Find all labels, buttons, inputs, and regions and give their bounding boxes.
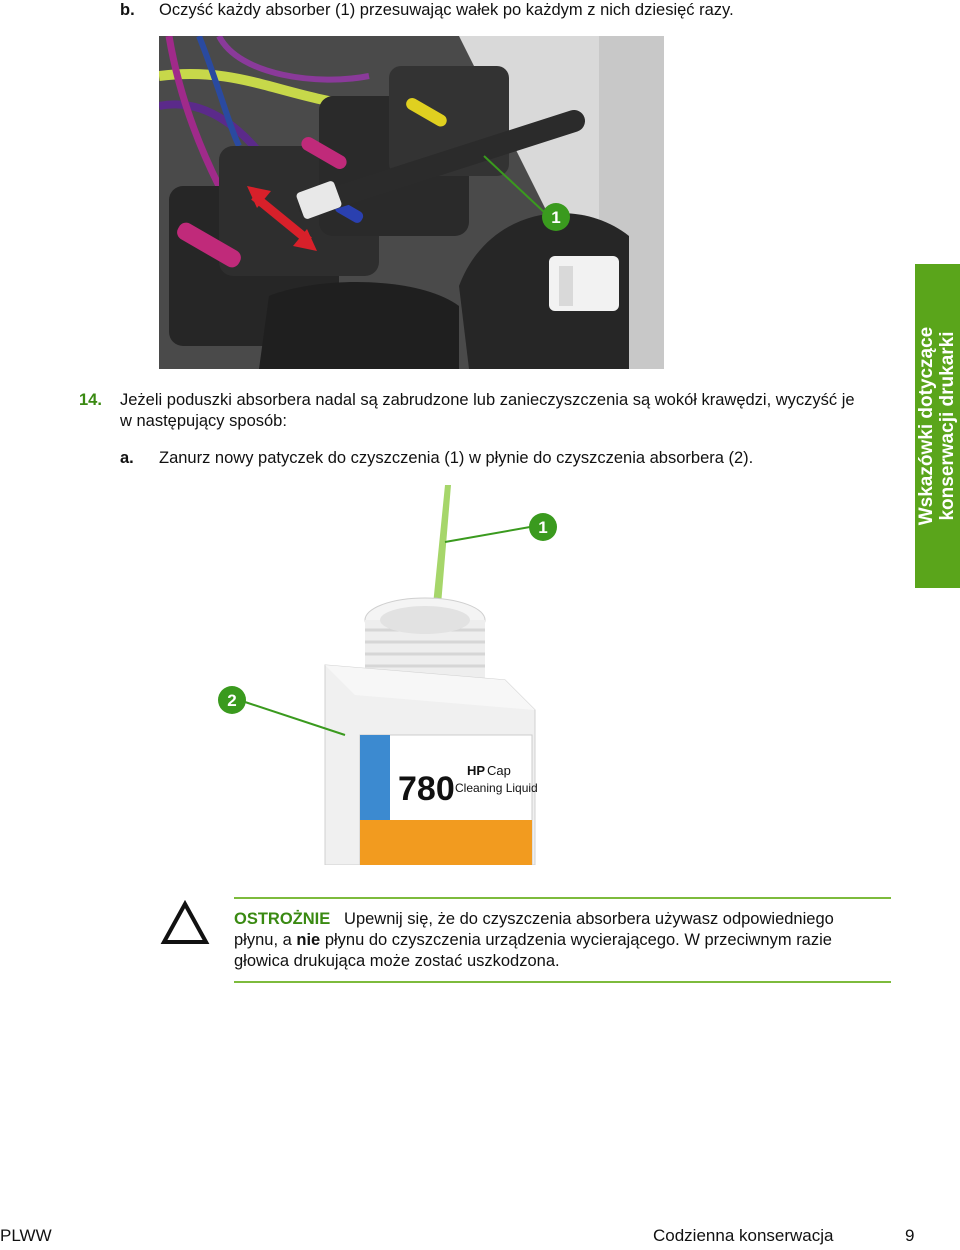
step-14-line2: w następujący sposób:	[120, 412, 287, 430]
caution-line1-text: Upewnij się, że do czyszczenia absorbera używasz odpowiedniego	[344, 910, 834, 928]
side-tab-line2: konserwacji drukarki	[937, 331, 958, 521]
footer-section: Codzienna konserwacja	[653, 1226, 834, 1245]
side-tab-line1: Wskazówki dotyczące	[916, 326, 937, 526]
cleaning-liquid-drawing	[205, 480, 565, 865]
footer-left: PLWW	[0, 1226, 52, 1245]
caution-bottom-rule	[234, 981, 891, 983]
step-14-line1: Jeżeli poduszki absorbera nadal są zabrudzone lub zanieczyszczenia są wokół krawędzi, wyczyść je	[120, 391, 855, 409]
step-b-text: Oczyść każdy absorber (1) przesuwając wałek po każdym z nich dziesięć razy.	[159, 1, 734, 19]
step-b-marker: b.	[120, 1, 135, 19]
label-cap: Cap	[487, 763, 511, 778]
figure2-callout-1: 1	[538, 518, 548, 537]
service-station-drawing	[159, 36, 664, 369]
cleaning-liquid-illustration	[205, 480, 565, 865]
figure1-callout-1: 1	[551, 208, 561, 227]
step-14-text	[120, 390, 900, 432]
side-tab	[915, 264, 960, 588]
caution-text	[234, 909, 894, 972]
label-780: 780	[398, 770, 455, 808]
caution-line2-bold: nie	[296, 931, 321, 949]
caution-line1	[234, 909, 894, 930]
service-station-illustration	[159, 36, 664, 369]
caution-label: OSTROŻNIE	[234, 910, 331, 928]
caution-line2-before: płynu, a	[234, 931, 292, 949]
step-a-marker: a.	[120, 449, 134, 467]
figure2-callout-2: 2	[227, 691, 237, 710]
warning-icon	[160, 900, 210, 946]
side-tab-label	[916, 266, 958, 586]
step-14-number: 14.	[79, 391, 102, 409]
step-b	[120, 0, 135, 21]
caution-top-rule	[234, 897, 891, 899]
caution-line2-after: płynu do czyszczenia urządzenia wycierającego. W przeciwnym razie	[324, 931, 832, 949]
step-a-text: Zanurz nowy patyczek do czyszczenia (1) w płynie do czyszczenia absorbera (2).	[159, 449, 754, 467]
label-cleaning-liquid: Cleaning Liquid	[455, 781, 538, 795]
caution-line3: głowica drukująca może zostać uszkodzona.	[234, 952, 560, 970]
caution-line2	[234, 930, 894, 951]
page-number: 9	[905, 1226, 915, 1245]
label-hp: HP	[467, 763, 486, 778]
